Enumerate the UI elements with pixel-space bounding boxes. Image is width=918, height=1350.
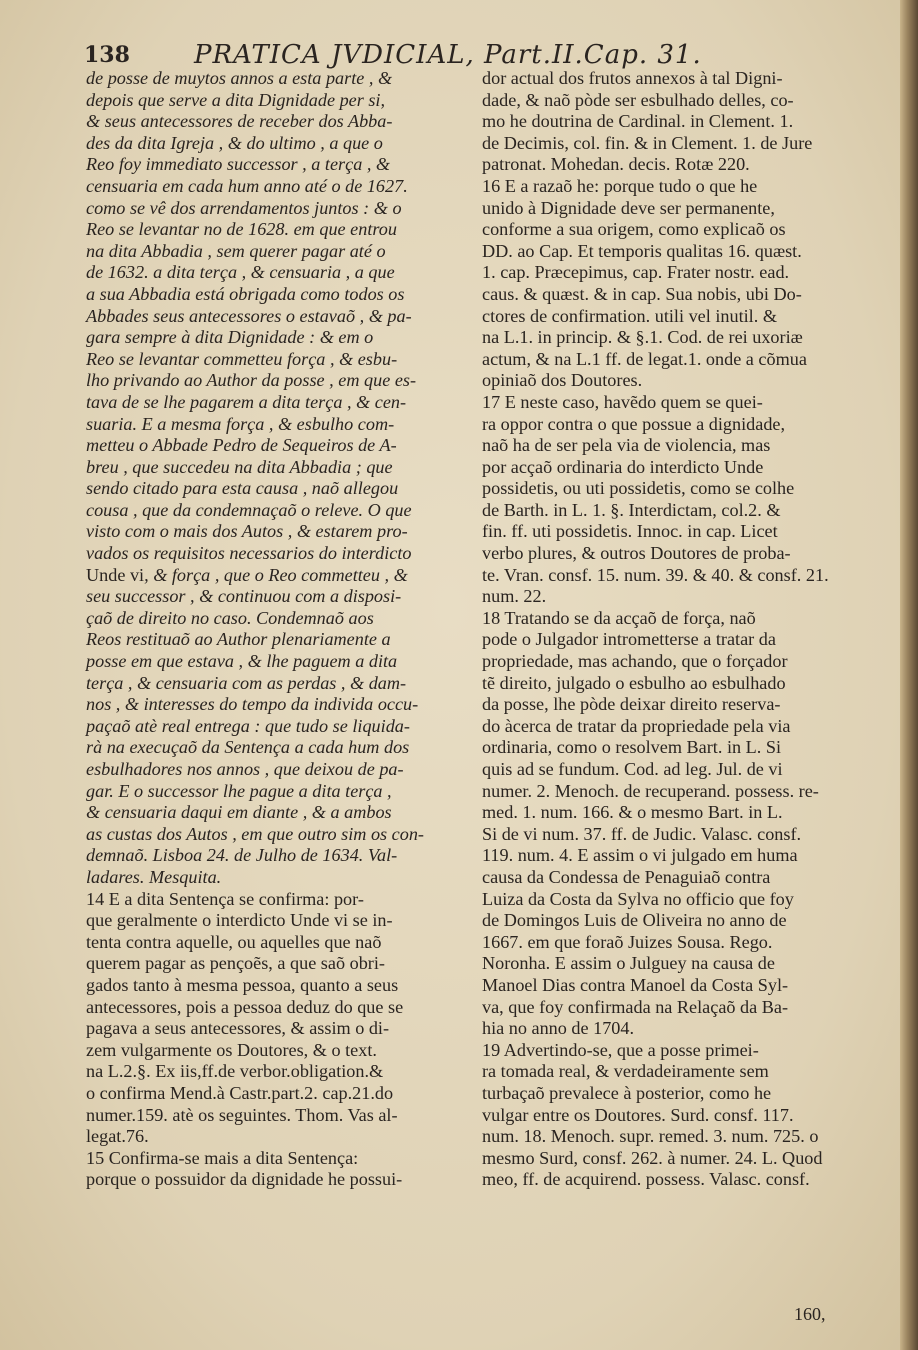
text-line: vulgar entre os Doutores. Surd. consf. 117. bbox=[482, 1104, 794, 1125]
text-line: paçaõ atè real entrega : que tudo se liquida- bbox=[86, 715, 410, 736]
text-line: Reo se levantar no de 1628. em que entrou bbox=[86, 219, 397, 240]
text-line: como se vê dos arrendamentos juntos : & o bbox=[86, 197, 402, 218]
text-line: ctores de confirmation. utili vel inutil. & bbox=[482, 305, 777, 326]
text-line: suaria. E a mesma força , & esbulho com- bbox=[86, 413, 395, 434]
text-line: na L.1. in princip. & §.1. Cod. de rei uxoriæ bbox=[482, 327, 803, 348]
text-line: demnaõ. Lisboa 24. de Julho de 1634. Val- bbox=[86, 845, 398, 866]
text-line: causa da Condessa de Penaguiaõ contra bbox=[482, 866, 771, 887]
text-line: des da dita Igreja , & do ultimo , a que o bbox=[86, 132, 383, 153]
text-line: antecessores, pois a pessoa deduz do que se bbox=[86, 996, 404, 1017]
text-line: ordinaria, como o resolvem Bart. in L. Si bbox=[482, 737, 782, 758]
text-line: de 1632. a dita terça , & censuaria , a que bbox=[86, 262, 395, 283]
text-line: que geralmente o interdicto Unde vi se in- bbox=[86, 910, 393, 931]
text-line: Si de vi num. 37. ff. de Judic. Valasc. consf. bbox=[482, 823, 802, 844]
text-line: & censuaria daqui em diante , & a ambos bbox=[86, 802, 392, 823]
text-line: Noronha. E assim o Julguey na causa de bbox=[482, 953, 775, 974]
text-line: propriedade, mas achando, que o forçador bbox=[482, 651, 788, 672]
text-line: legat.76. bbox=[86, 1126, 149, 1147]
text-line: esbulhadores nos annos , que deixou de pa- bbox=[86, 759, 404, 779]
text-line: o confirma Mend.à Castr.part.2. cap.21.do bbox=[86, 1082, 394, 1103]
text-line bbox=[86, 565, 462, 587]
text-line: vados os requisitos necessarios do interdicto bbox=[86, 543, 412, 564]
text-line: quis ad se fundum. Cod. ad leg. Jul. de vi bbox=[482, 759, 783, 779]
text-line: a sua Abbadia está obrigada como todos os bbox=[86, 283, 405, 304]
text-line: Reo foy immediato successor , a terça , & bbox=[86, 154, 391, 175]
text-line: as custas dos Autos , em que outro sim os con- bbox=[86, 823, 424, 844]
text-line: querem pagar as pençoẽs, a que saõ obri- bbox=[86, 953, 385, 974]
text-line: na L.2.§. Ex iis,ff.de verbor.obligation.& bbox=[86, 1061, 384, 1082]
text-line: 1667. em que foraõ Juizes Sousa. Rego. bbox=[482, 931, 773, 952]
text-line: & seus antecessores de receber dos Abba- bbox=[86, 111, 393, 132]
text-line: turbaçaõ prevalece à posterior, como he bbox=[482, 1082, 772, 1103]
text-line: metteu o Abbade Pedro de Sequeiros de A- bbox=[86, 435, 397, 456]
text-line: actum, & na L.1 ff. de legat.1. onde a cõmua bbox=[482, 348, 807, 369]
text-line: naõ ha de ser pela via de violencia, mas bbox=[482, 435, 771, 456]
text-line: ra tomada real, & verdadeiramente sem bbox=[482, 1061, 769, 1082]
text-line: terça , & censuaria com as perdas , & dam- bbox=[86, 672, 407, 693]
text-line: verbo plures, & outros Doutores de proba- bbox=[482, 543, 791, 564]
text-line: tava de se lhe pagarem a dita terça , & cen- bbox=[86, 391, 407, 412]
page-number: 138 bbox=[84, 42, 130, 68]
text-line: numer. 2. Menoch. de recuperand. possess. re- bbox=[482, 780, 819, 801]
text-line: 16 E a razaõ he: porque tudo o que he bbox=[482, 175, 758, 196]
text-line: dade, & naõ pòde ser esbulhado delles, co- bbox=[482, 89, 794, 110]
text-line: breu , que succedeu na dita Abbadia ; que bbox=[86, 456, 393, 477]
text-line: Manoel Dias contra Manoel da Costa Syl- bbox=[482, 974, 789, 995]
text-line: hia no anno de 1704. bbox=[482, 1018, 635, 1039]
text-line: depois que serve a dita Dignidade per si, bbox=[86, 89, 386, 110]
text-line: opiniaõ dos Doutores. bbox=[482, 370, 643, 391]
text-line: possidetis, ou uti possidetis, como se colhe bbox=[482, 478, 795, 499]
text-line: ra oppor contra o que possue a dignidade, bbox=[482, 413, 786, 434]
text-line: caus. & quæst. & in cap. Sua nobis, ubi Do- bbox=[482, 283, 802, 304]
roman-fragment: Unde vi bbox=[86, 564, 145, 585]
text-line: ladares. Mesquita. bbox=[86, 866, 222, 887]
text-line: tẽ direito, julgado o esbulho ao esbulhado bbox=[482, 672, 786, 693]
text-line: nos , & interesses do tempo da individa occu- bbox=[86, 694, 419, 715]
text-line: de Decimis, col. fin. & in Clement. 1. de Jure bbox=[482, 132, 813, 153]
text-line: gados tanto à mesma pessoa, quanto a seus bbox=[86, 974, 399, 995]
text-line: 18 Tratando se da acçaõ de força, naõ bbox=[482, 607, 756, 628]
text-line: Luiza da Costa da Sylva no officio que foy bbox=[482, 888, 794, 909]
text-line: sendo citado para esta causa , naõ allegou bbox=[86, 478, 399, 499]
text-line: 17 E neste caso, havẽdo quem se quei- bbox=[482, 391, 763, 412]
text-line: numer.159. atè os seguintes. Thom. Vas al- bbox=[86, 1104, 398, 1125]
text-line: censuaria em cada hum anno até o de 1627. bbox=[86, 175, 408, 196]
text-line: va, que foy confirmada na Relaçaõ da Ba- bbox=[482, 996, 789, 1017]
text-line: unido à Dignidade deve ser permanente, bbox=[482, 197, 775, 218]
marginal-stain bbox=[878, 640, 900, 760]
text-line: na dita Abbadia , sem querer pagar até o bbox=[86, 240, 386, 261]
text-line: posse em que estava , & lhe paguem a dita bbox=[86, 651, 398, 672]
text-line: Abbades seus antecessores o estavaõ , & pa- bbox=[86, 305, 412, 326]
text-line: 14 E a dita Sentença se confirma: por- bbox=[86, 888, 364, 909]
text-line: fin. ff. uti possidetis. Innoc. in cap. Licet bbox=[482, 521, 778, 542]
text-line: num. 18. Menoch. supr. remed. 3. num. 725. o bbox=[482, 1126, 819, 1147]
text-line: gara sempre à dita Dignidade : & em o bbox=[86, 327, 374, 348]
text-line: tenta contra aquelle, ou aquelles que naõ bbox=[86, 931, 382, 952]
text-line: zem vulgarmente os Doutores, & o text. bbox=[86, 1039, 377, 1060]
running-title: PRATICA JVDICIAL, Part.II.Cap. 31. bbox=[194, 40, 702, 70]
text-line: lho privando ao Author da posse , em que es- bbox=[86, 370, 417, 391]
text-line: do àcerca de tratar da propriedade pela via bbox=[482, 715, 791, 736]
text-line: conforme a sua origem, como explicaõ os bbox=[482, 219, 786, 240]
text-line: da posse, lhe pòde deixar direito reserva- bbox=[482, 694, 781, 715]
text-line: de Domingos Luis de Oliveira no anno de bbox=[482, 910, 787, 931]
right-text-column bbox=[482, 68, 868, 1191]
text-line: 1. cap. Præcepimus, cap. Frater nostr. ead. bbox=[482, 262, 790, 283]
text-line: num. 22. bbox=[482, 586, 547, 607]
text-line: rà na execuçaõ da Sentença a cada hum dos bbox=[86, 737, 410, 758]
text-line: de posse de muytos annos a esta parte , & bbox=[86, 68, 393, 88]
catchword: 160, bbox=[794, 1304, 826, 1324]
text-line: cousa , que da condemnaçaõ o releve. O que bbox=[86, 499, 412, 520]
text-line: 15 Confirma-se mais a dita Sentença: bbox=[86, 1147, 359, 1168]
left-text-column bbox=[86, 68, 462, 1191]
italic-fragment: , & força , que o Reo commetteu , & bbox=[144, 564, 408, 585]
page-edge bbox=[900, 0, 918, 1350]
text-line: mesmo Surd, consf. 262. à numer. 24. L. Quod bbox=[482, 1147, 823, 1168]
text-line: meo, ff. de acquirend. possess. Valasc. consf. bbox=[482, 1169, 810, 1190]
text-line: seu successor , & continuou com a disposi- bbox=[86, 586, 402, 607]
text-line: dor actual dos frutos annexos à tal Digni- bbox=[482, 68, 783, 88]
text-line: porque o possuidor da dignidade he possui- bbox=[86, 1169, 403, 1190]
text-line: 19 Advertindo-se, que a posse primei- bbox=[482, 1039, 759, 1060]
text-line: mo he doutrina de Cardinal. in Clement. 1. bbox=[482, 111, 794, 132]
text-line: pagava a seus antecessores, & assim o di- bbox=[86, 1018, 390, 1039]
text-line: por acçaõ ordinaria do interdicto Unde bbox=[482, 456, 764, 477]
text-line: pode o Julgador intrometterse a tratar da bbox=[482, 629, 776, 650]
text-line: te. Vran. consf. 15. num. 39. & 40. & consf. 21. bbox=[482, 564, 829, 585]
text-line: Reo se levantar commetteu força , & esbu- bbox=[86, 348, 398, 369]
text-line: de Barth. in L. 1. §. Interdictam, col.2. & bbox=[482, 499, 781, 520]
text-line: gar. E o successor lhe pague a dita terça , bbox=[86, 780, 392, 801]
text-line: DD. ao Cap. Et temporis qualitas 16. quæst. bbox=[482, 240, 802, 261]
text-line: visto com o mais dos Autos , & estarem pro- bbox=[86, 521, 408, 542]
text-line: med. 1. num. 166. & o mesmo Bart. in L. bbox=[482, 802, 783, 823]
text-line: patronat. Mohedan. decis. Rotæ 220. bbox=[482, 154, 750, 175]
text-line: Reos restituaõ ao Author plenariamente a bbox=[86, 629, 391, 650]
text-line: 119. num. 4. E assim o vi julgado em huma bbox=[482, 845, 798, 866]
text-line: çaõ de direito no caso. Condemnaõ aos bbox=[86, 607, 374, 628]
